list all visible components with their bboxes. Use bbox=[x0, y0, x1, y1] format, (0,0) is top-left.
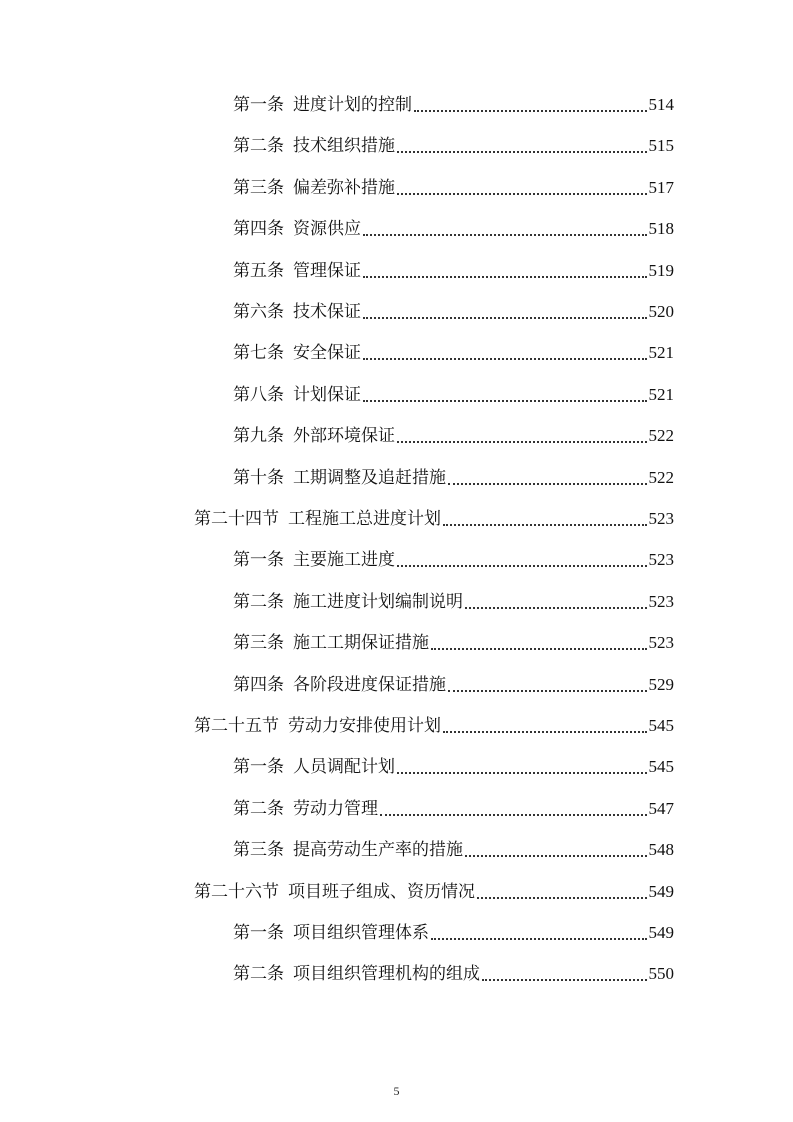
toc-entry-label: 第二条 bbox=[233, 591, 284, 612]
toc-entry-page: 520 bbox=[648, 302, 674, 321]
toc-entry[interactable] bbox=[233, 336, 674, 364]
toc-entry-title: 计划保证 bbox=[293, 384, 361, 405]
toc-entry-label: 第二十六节 bbox=[194, 881, 279, 902]
toc-section-entry[interactable] bbox=[194, 875, 674, 903]
dot-leader bbox=[397, 772, 647, 774]
toc-entry[interactable] bbox=[233, 419, 674, 447]
toc-section-entry[interactable] bbox=[194, 709, 674, 737]
toc-entry-title: 各阶段进度保证措施 bbox=[293, 674, 446, 695]
toc-entry-title: 外部环境保证 bbox=[293, 426, 395, 447]
toc-entry[interactable] bbox=[233, 295, 674, 323]
toc-entry-page: 548 bbox=[648, 840, 674, 860]
toc-entry-title: 偏差弥补措施 bbox=[293, 177, 395, 198]
dot-leader bbox=[431, 938, 647, 940]
toc-entry[interactable] bbox=[233, 668, 674, 696]
toc-entry-label: 第三条 bbox=[233, 840, 284, 861]
toc-entry-page: 529 bbox=[648, 674, 674, 694]
dot-leader bbox=[363, 276, 647, 278]
dot-leader bbox=[448, 690, 647, 692]
dot-leader bbox=[443, 731, 647, 733]
toc-entry[interactable] bbox=[233, 129, 674, 157]
page-number: 5 bbox=[393, 1084, 400, 1098]
dot-leader bbox=[477, 897, 647, 899]
dot-leader bbox=[363, 317, 647, 319]
toc-entry[interactable] bbox=[233, 916, 674, 944]
toc-entry-label: 第四条 bbox=[233, 674, 284, 695]
toc-entry-title: 主要施工进度 bbox=[293, 550, 395, 571]
toc-entry-label: 第二条 bbox=[233, 136, 284, 157]
toc-entry-title: 人员调配计划 bbox=[293, 757, 395, 778]
toc-entry-title: 施工工期保证措施 bbox=[293, 633, 429, 654]
toc-entry-page: 545 bbox=[648, 757, 674, 777]
toc-entry-page: 521 bbox=[648, 343, 674, 363]
toc-entry[interactable] bbox=[233, 957, 674, 985]
toc-entry-page: 519 bbox=[648, 260, 674, 280]
toc-entry-title: 技术组织措施 bbox=[293, 136, 395, 157]
toc-entry-title: 提高劳动生产率的措施 bbox=[293, 840, 463, 861]
dot-leader bbox=[397, 565, 647, 567]
toc-entry-label: 第一条 bbox=[233, 95, 284, 115]
toc-entry-label: 第二条 bbox=[233, 964, 284, 985]
toc-entry-page: 523 bbox=[648, 509, 674, 528]
toc-entry[interactable] bbox=[233, 750, 674, 778]
toc-entry-label: 第一条 bbox=[233, 757, 284, 778]
toc-entry-page: 517 bbox=[648, 177, 674, 197]
dot-leader bbox=[443, 524, 647, 526]
toc-entry-page: 549 bbox=[648, 881, 674, 901]
toc-entry-page: 550 bbox=[648, 964, 674, 984]
toc-entry-label: 第十条 bbox=[233, 467, 284, 488]
toc-entry-label: 第七条 bbox=[233, 343, 284, 364]
toc-entry-label: 第四条 bbox=[233, 219, 284, 240]
toc-entry-page: 522 bbox=[648, 467, 674, 487]
toc-entry-page: 523 bbox=[648, 591, 674, 611]
toc-entry-page: 523 bbox=[648, 550, 674, 570]
dot-leader bbox=[465, 607, 647, 609]
toc-entry-page: 518 bbox=[648, 219, 674, 239]
dot-leader bbox=[363, 400, 647, 402]
toc-entry[interactable] bbox=[233, 543, 674, 571]
toc-entry-title: 管理保证 bbox=[293, 260, 361, 281]
toc-entry[interactable] bbox=[233, 171, 674, 199]
toc-entry-label: 第二十五节 bbox=[194, 716, 279, 736]
toc-entry-title: 安全保证 bbox=[293, 343, 361, 364]
toc-entry-page: 521 bbox=[648, 384, 674, 404]
toc-entry[interactable] bbox=[233, 254, 674, 282]
toc-entry-label: 第二条 bbox=[233, 798, 284, 819]
dot-leader bbox=[380, 814, 647, 816]
toc-entry-label: 第一条 bbox=[233, 923, 284, 943]
toc-entry[interactable] bbox=[233, 626, 674, 654]
toc-entry[interactable] bbox=[233, 461, 674, 489]
toc-entry[interactable] bbox=[233, 833, 674, 861]
dot-leader bbox=[397, 441, 647, 443]
toc-entry-label: 第二十四节 bbox=[194, 509, 279, 529]
dot-leader bbox=[397, 193, 647, 195]
toc-entry-page: 523 bbox=[648, 633, 674, 653]
toc-entry-page: 514 bbox=[648, 95, 674, 114]
toc-entry-label: 第六条 bbox=[233, 302, 284, 322]
toc-entry-title: 技术保证 bbox=[293, 302, 361, 322]
toc-entry[interactable] bbox=[233, 212, 674, 240]
dot-leader bbox=[414, 110, 647, 112]
toc-entry[interactable] bbox=[233, 88, 674, 116]
toc-entry-page: 515 bbox=[648, 136, 674, 156]
toc-entry-page: 545 bbox=[648, 716, 674, 735]
dot-leader bbox=[363, 234, 647, 236]
toc-entry-page: 547 bbox=[648, 798, 674, 818]
toc-entry-title: 项目组织管理机构的组成 bbox=[293, 964, 480, 985]
toc-entry-label: 第九条 bbox=[233, 426, 284, 447]
toc-entry[interactable] bbox=[233, 792, 674, 820]
dot-leader bbox=[397, 151, 647, 153]
toc-entry-title: 资源供应 bbox=[293, 219, 361, 240]
toc-entry[interactable] bbox=[233, 585, 674, 613]
toc-entry-title: 项目班子组成、资历情况 bbox=[288, 881, 475, 902]
toc-entry-title: 工期调整及追赶措施 bbox=[293, 467, 446, 488]
toc-entry-label: 第三条 bbox=[233, 633, 284, 654]
dot-leader bbox=[363, 358, 647, 360]
toc-entry-title: 进度计划的控制 bbox=[293, 95, 412, 115]
toc-entry-title: 项目组织管理体系 bbox=[293, 923, 429, 943]
toc-entry-title: 劳动力管理 bbox=[293, 798, 378, 819]
toc-entry-label: 第五条 bbox=[233, 260, 284, 281]
toc-entry-label: 第三条 bbox=[233, 177, 284, 198]
toc-entry-label: 第八条 bbox=[233, 384, 284, 405]
dot-leader bbox=[482, 979, 647, 981]
toc-entry-title: 工程施工总进度计划 bbox=[288, 509, 441, 529]
toc-entry-title: 施工进度计划编制说明 bbox=[293, 591, 463, 612]
dot-leader bbox=[465, 855, 647, 857]
toc-entry-page: 522 bbox=[648, 426, 674, 446]
dot-leader bbox=[431, 648, 647, 650]
toc-entry-title: 劳动力安排使用计划 bbox=[288, 716, 441, 736]
toc-entry-label: 第一条 bbox=[233, 550, 284, 571]
toc-entry[interactable] bbox=[233, 378, 674, 406]
dot-leader bbox=[448, 483, 647, 485]
toc-entry-page: 549 bbox=[648, 923, 674, 942]
toc-section-entry[interactable] bbox=[194, 502, 674, 530]
